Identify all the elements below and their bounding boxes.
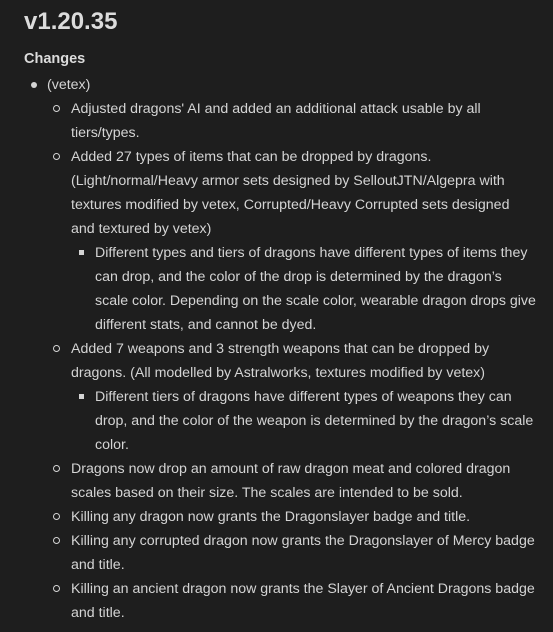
- change-text: Added 27 types of items that can be dropped by dragons. (Light/normal/Heavy armor sets designed by SelloutJTN/Algepra with textures modified by vetex, Corrupted/Heavy Corrupted sets designed and textured by vetex): [71, 149, 510, 237]
- changes-list: [47, 97, 537, 625]
- change-item: [47, 145, 537, 337]
- change-subitem: [71, 385, 537, 457]
- circle-bullet-icon: [53, 513, 60, 520]
- change-subtext: Different tiers of dragons have different types of weapons they can drop, and the color of the weapon is determined by the dragon’s scale color.: [95, 389, 534, 453]
- change-item: [47, 97, 537, 145]
- disc-bullet-icon: [31, 82, 37, 88]
- circle-bullet-icon: [53, 153, 60, 160]
- change-item: [47, 529, 537, 577]
- change-subitem: [71, 241, 537, 337]
- square-bullet-icon: [79, 250, 84, 255]
- change-item: [47, 337, 537, 457]
- change-text: Adjusted dragons' AI and added an additional attack usable by all tiers/types.: [71, 101, 481, 141]
- change-text: Added 7 weapons and 3 strength weapons that can be dropped by dragons. (All modelled by Astralworks, textures modified by vetex): [71, 341, 490, 381]
- circle-bullet-icon: [53, 465, 60, 472]
- change-text: Killing any dragon now grants the Dragonslayer badge and title.: [71, 509, 471, 525]
- change-item: [47, 577, 537, 625]
- circle-bullet-icon: [53, 585, 60, 592]
- circle-bullet-icon: [53, 105, 60, 112]
- section-heading: Changes: [24, 51, 86, 67]
- square-bullet-icon: [79, 394, 84, 399]
- change-subtext: Different types and tiers of dragons have different types of items they can drop, and the color of the drop is determined by the dragon’s scale color. Depending on the scale color, wearable dragon drops give different stats, and cannot be dyed.: [95, 245, 536, 333]
- change-sublist: [71, 241, 537, 337]
- change-text: Killing any corrupted dragon now grants the Dragonslayer of Mercy badge and title.: [71, 533, 535, 573]
- change-text: Dragons now drop an amount of raw dragon meat and colored dragon scales based on their size. The scales are intended to be sold.: [71, 461, 511, 501]
- circle-bullet-icon: [53, 345, 60, 352]
- version-heading: v1.20.35: [24, 8, 118, 35]
- author-list: [24, 73, 537, 625]
- circle-bullet-icon: [53, 537, 60, 544]
- change-sublist: [71, 385, 537, 457]
- change-text: Killing an ancient dragon now grants the Slayer of Ancient Dragons badge and title.: [71, 581, 535, 621]
- author-list-item: [24, 73, 537, 625]
- change-item: [47, 457, 537, 505]
- change-item: [47, 505, 537, 529]
- author-label: (vetex): [47, 77, 91, 93]
